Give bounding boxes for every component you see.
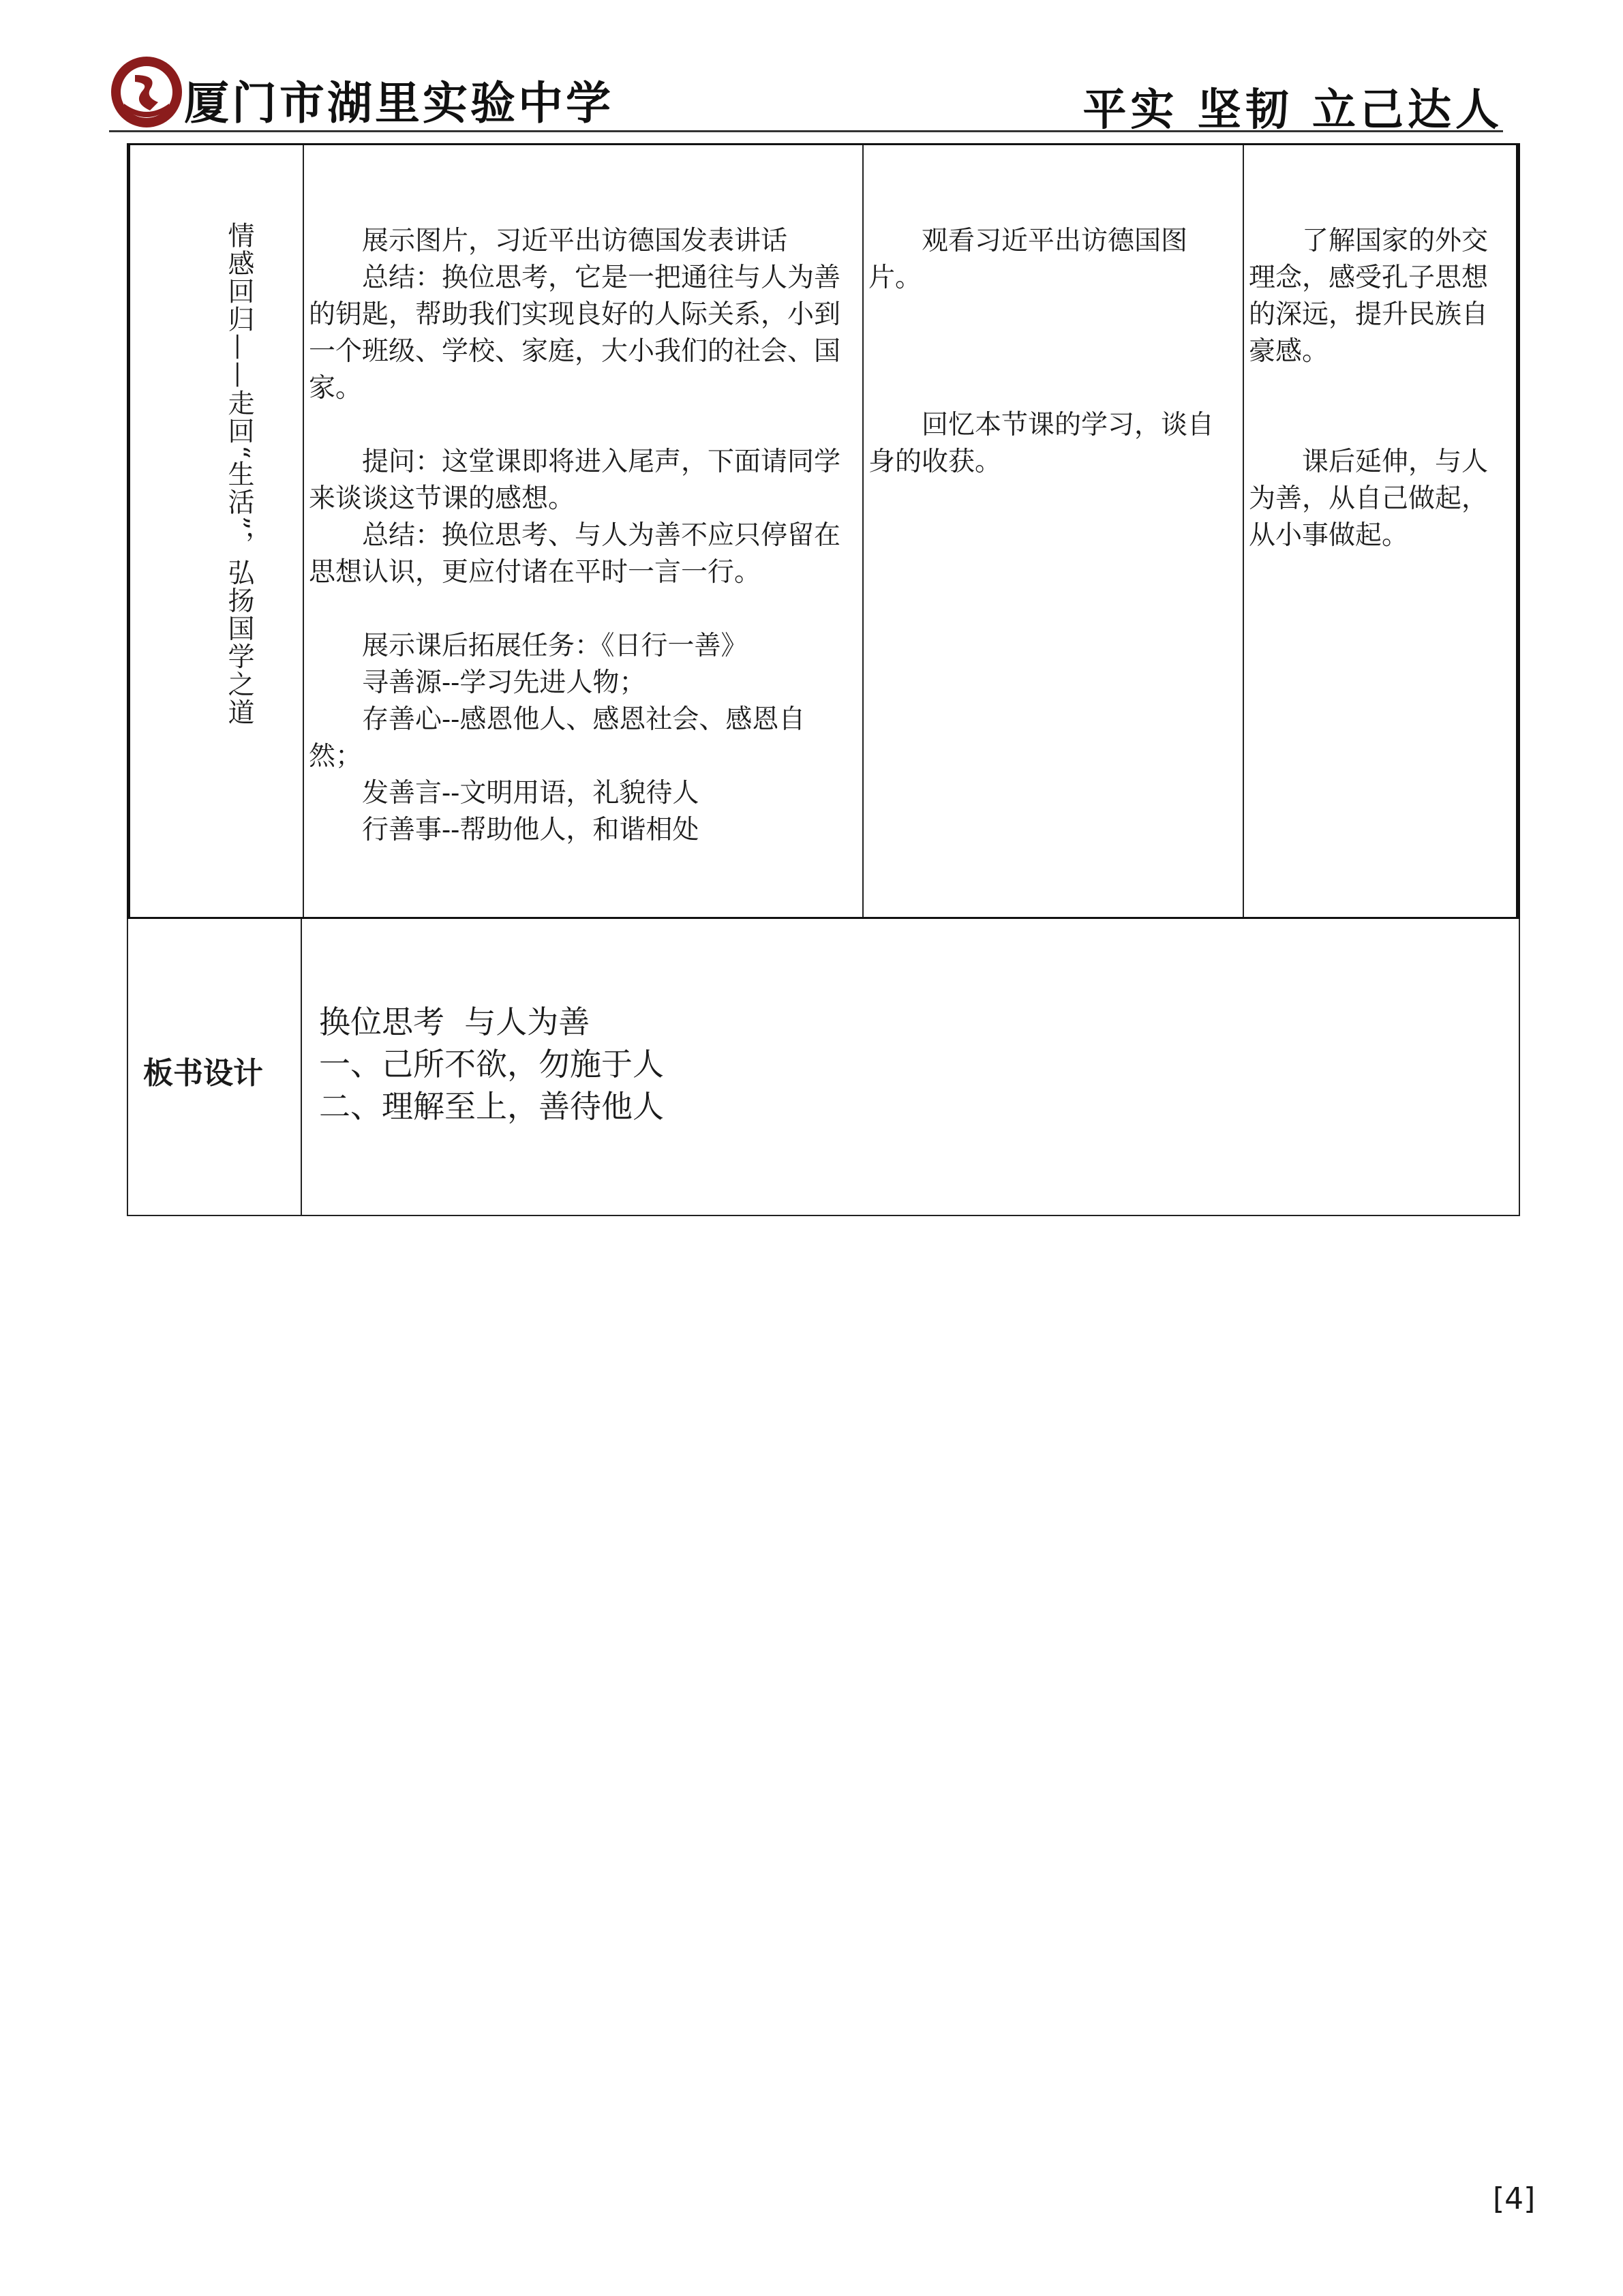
teacher-activity-line: 总结：换位思考、与人为善不应只停留在思想认识，更应付诸在平时一言一行。 (309, 520, 841, 588)
column-divider (303, 145, 304, 917)
teacher-activity-line: 行善事--帮助他人，和谐相处 (362, 815, 699, 845)
teacher-activity-cell (309, 223, 854, 849)
student-activity-line: 回忆本节课的学习，谈自身的收获。 (868, 410, 1215, 477)
teacher-activity-line: 展示课后拓展任务：《日行一善》 (362, 631, 748, 661)
board-design-row (127, 919, 1520, 1216)
teacher-activity-line: 总结：换位思考，它是一把通往与人为善的钥匙，帮助我们实现良好的人际关系，小到一个班级、学校、家庭，大小我们的社会、国家。 (309, 262, 841, 404)
header-divider (109, 130, 1503, 132)
column-divider (862, 145, 864, 917)
stage-label: 情感回归——走回“生活”，弘扬国学之道 (224, 222, 254, 727)
school-name: 厦门市湖里实验中学 (184, 76, 613, 130)
lesson-row (127, 143, 1520, 919)
page-number: [4] (1493, 2181, 1536, 2216)
school-motto: 平实 坚韧 立己达人 (1082, 85, 1503, 136)
board-line: 二、理解至上，善待他人 (319, 1088, 664, 1125)
teacher-activity-line: 存善心--感恩他人、感恩社会、感恩自然； (309, 704, 806, 772)
teacher-activity-line: 发善言--文明用语，礼貌待人 (362, 778, 699, 809)
board-design-content (319, 1001, 664, 1128)
design-intent-line: 了解国家的外交理念，感受孔子思想的深远，提升民族自豪感。 (1249, 226, 1489, 367)
page-header (102, 48, 1503, 136)
column-divider (1243, 145, 1244, 917)
student-activity-line: 观看习近平出访德国图片。 (868, 226, 1188, 293)
school-emblem-icon (109, 55, 184, 130)
teacher-activity-line: 展示图片，习近平出访德国发表讲话 (362, 226, 788, 256)
design-intent-cell (1249, 223, 1508, 554)
teacher-activity-line: 提问：这堂课即将进入尾声，下面请同学来谈谈这节课的感想。 (309, 447, 841, 514)
student-activity-cell (868, 223, 1237, 481)
board-design-label: 板书设计 (143, 1056, 263, 1091)
column-divider (301, 919, 302, 1215)
teacher-activity-line: 寻善源--学习先进人物； (362, 667, 646, 698)
board-line: 换位思考 与人为善 (319, 1003, 590, 1040)
design-intent-line: 课后延伸，与人为善，从自己做起，从小事做起。 (1249, 447, 1489, 551)
board-line: 一、己所不欲，勿施于人 (319, 1046, 664, 1083)
